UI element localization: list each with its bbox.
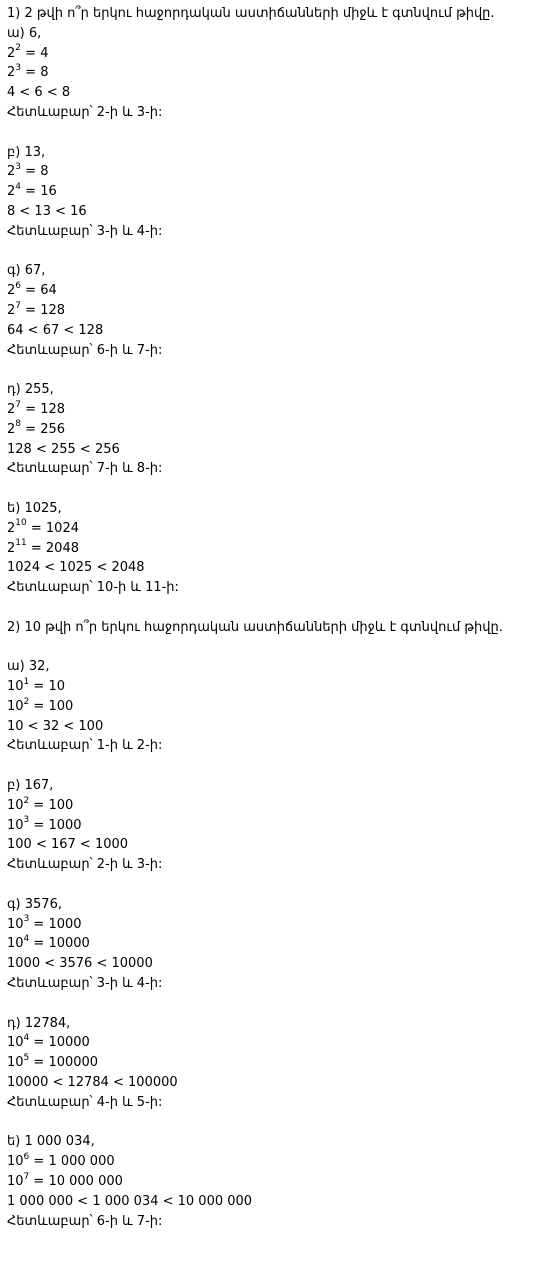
equals-sign: = [29,698,49,714]
equals-sign: = [21,184,41,200]
power-base: 2 [7,421,16,437]
power-value: 10000 [48,936,90,952]
equals-sign: = [29,1174,49,1190]
spacer [7,242,537,262]
inequality: 4 < 6 < 8 [7,85,71,101]
power-base: 10 [7,936,24,952]
equals-sign: = [21,421,41,437]
problem-block [7,143,537,242]
power-value: 100000 [48,1055,99,1071]
inequality: 128 < 255 < 256 [7,441,120,457]
power-base: 2 [7,302,16,318]
inequality: 100 < 167 < 1000 [7,837,129,853]
power-equation [7,677,537,697]
spacer [7,360,537,380]
spacer [7,756,537,776]
power-base: 10 [7,1174,24,1190]
spacer [7,123,537,143]
power-value: 8 [40,164,49,180]
equals-sign: = [21,164,41,180]
answer-line: Հետևաբար՝ 3-ի և 4-ի: [7,976,163,992]
problem-block [7,499,537,598]
power-exponent: 1 [23,676,30,687]
power-equation [7,420,537,440]
power-exponent: 4 [23,934,30,945]
document-body [7,4,537,1231]
problem-label: բ) 167, [7,778,54,794]
power-exponent: 6 [23,1151,30,1162]
power-exponent: 4 [23,1033,30,1044]
power-equation [7,539,537,559]
equals-sign: = [29,936,49,952]
power-value: 64 [40,283,57,299]
answer-line: Հետևաբար՝ 6-ի և 7-ի: [7,1213,163,1229]
power-equation [7,796,537,816]
power-equation [7,182,537,202]
power-equation [7,697,537,717]
equals-sign: = [21,302,41,318]
problem-label: ա) 6, [7,25,42,41]
inequality: 64 < 67 < 128 [7,322,104,338]
problem-block [7,261,537,360]
answer-line: Հետևաբար՝ 6-ի և 7-ի: [7,342,163,358]
problem-label: դ) 255, [7,382,54,398]
power-exponent: 2 [15,43,22,54]
power-equation [7,63,537,83]
answer-line: Հետևաբար՝ 2-ի և 3-ի: [7,104,163,120]
answer-line: Հետևաբար՝ 3-ի և 4-ի: [7,223,163,239]
power-exponent: 10 [15,518,27,529]
power-base: 10 [7,1055,24,1071]
power-equation [7,162,537,182]
power-equation [7,915,537,935]
power-equation [7,301,537,321]
problem-label: գ) 67, [7,263,46,279]
equals-sign: = [29,1035,49,1051]
power-exponent: 3 [15,63,22,74]
power-base: 2 [7,45,16,61]
spacer [7,875,537,895]
problem-label: ե) 1 000 034, [7,1134,95,1150]
power-exponent: 2 [23,696,30,707]
inequality: 8 < 13 < 16 [7,203,87,219]
power-base: 10 [7,817,24,833]
power-base: 2 [7,65,16,81]
power-value: 8 [40,65,49,81]
power-base: 2 [7,520,16,536]
inequality: 1 000 000 < 1 000 034 < 10 000 000 [7,1193,253,1209]
spacer [7,994,537,1014]
power-base: 2 [7,184,16,200]
power-value: 1000 [48,817,82,833]
problem-label: դ) 12784, [7,1015,71,1031]
power-base: 10 [7,679,24,695]
power-exponent: 5 [23,1052,30,1063]
power-equation [7,1172,537,1192]
problem-block [7,1132,537,1231]
answer-line: Հետևաբար՝ 10-ի և 11-ի: [7,580,179,596]
power-exponent: 6 [15,280,22,291]
problem-label: ա) 32, [7,659,50,675]
problem-block [7,24,537,123]
power-equation [7,1152,537,1172]
equals-sign: = [29,916,49,932]
power-value: 10 000 000 [48,1174,123,1190]
power-exponent: 7 [23,1171,30,1182]
equals-sign: = [21,283,41,299]
inequality: 10 < 32 < 100 [7,718,104,734]
power-value: 2048 [45,540,79,556]
power-value: 100 [48,698,74,714]
equals-sign: = [21,401,41,417]
equals-sign: = [29,1055,49,1071]
inequality: 1024 < 1025 < 2048 [7,560,145,576]
problem-block [7,380,537,479]
power-exponent: 4 [15,181,22,192]
spacer [7,638,537,658]
equals-sign: = [26,540,46,556]
spacer [7,598,537,618]
power-value: 10 [48,679,65,695]
answer-line: Հետևաբար՝ 1-ի և 2-ի: [7,738,163,754]
power-equation [7,816,537,836]
power-exponent: 7 [15,300,22,311]
equals-sign: = [29,817,49,833]
power-value: 1000 [48,916,82,932]
power-equation [7,934,537,954]
problem-label: ե) 1025, [7,500,62,516]
power-base: 2 [7,401,16,417]
power-equation [7,1033,537,1053]
equals-sign: = [29,1154,49,1170]
problem-block [7,776,537,875]
problem-block [7,895,537,994]
power-value: 16 [40,184,57,200]
power-value: 4 [40,45,49,61]
problem-label: բ) 13, [7,144,46,160]
power-equation [7,400,537,420]
power-exponent: 7 [15,399,22,410]
power-base: 10 [7,916,24,932]
power-value: 256 [40,421,66,437]
answer-line: Հետևաբար՝ 4-ի և 5-ի: [7,1094,163,1110]
power-base: 10 [7,1154,24,1170]
power-base: 10 [7,698,24,714]
equals-sign: = [26,520,46,536]
power-base: 2 [7,540,16,556]
power-value: 10000 [48,1035,90,1051]
equals-sign: = [21,45,41,61]
problem-block [7,657,537,756]
spacer [7,1113,537,1133]
power-value: 128 [40,401,66,417]
problem-label: գ) 3576, [7,896,62,912]
power-exponent: 3 [23,815,30,826]
inequality: 10000 < 12784 < 100000 [7,1075,178,1091]
power-exponent: 3 [15,162,22,173]
power-equation [7,519,537,539]
power-exponent: 11 [15,538,27,549]
power-exponent: 8 [15,419,22,430]
power-base: 10 [7,1035,24,1051]
power-value: 1 000 000 [48,1154,115,1170]
power-exponent: 2 [23,795,30,806]
power-base: 2 [7,164,16,180]
power-equation [7,1053,537,1073]
power-base: 2 [7,283,16,299]
spacer [7,479,537,499]
equals-sign: = [29,679,49,695]
power-base: 10 [7,797,24,813]
power-value: 128 [40,302,66,318]
inequality: 1000 < 3576 < 10000 [7,956,153,972]
power-value: 100 [48,797,74,813]
equals-sign: = [29,797,49,813]
problem-block [7,1014,537,1113]
answer-line: Հետևաբար՝ 7-ի և 8-ի: [7,461,163,477]
power-equation [7,281,537,301]
power-equation [7,44,537,64]
power-exponent: 3 [23,914,30,925]
answer-line: Հետևաբար՝ 2-ի և 3-ի: [7,857,163,873]
power-value: 1024 [45,520,79,536]
section-heading: 1) 2 թվի ո՞ր երկու հաջորդական աստիճանների միջև է գտնվում թիվը. [7,6,495,21]
section-heading: 2) 10 թվի ո՞ր երկու հաջորդական աստիճանների միջև է գտնվում թիվը. [7,619,503,635]
equals-sign: = [21,65,41,81]
